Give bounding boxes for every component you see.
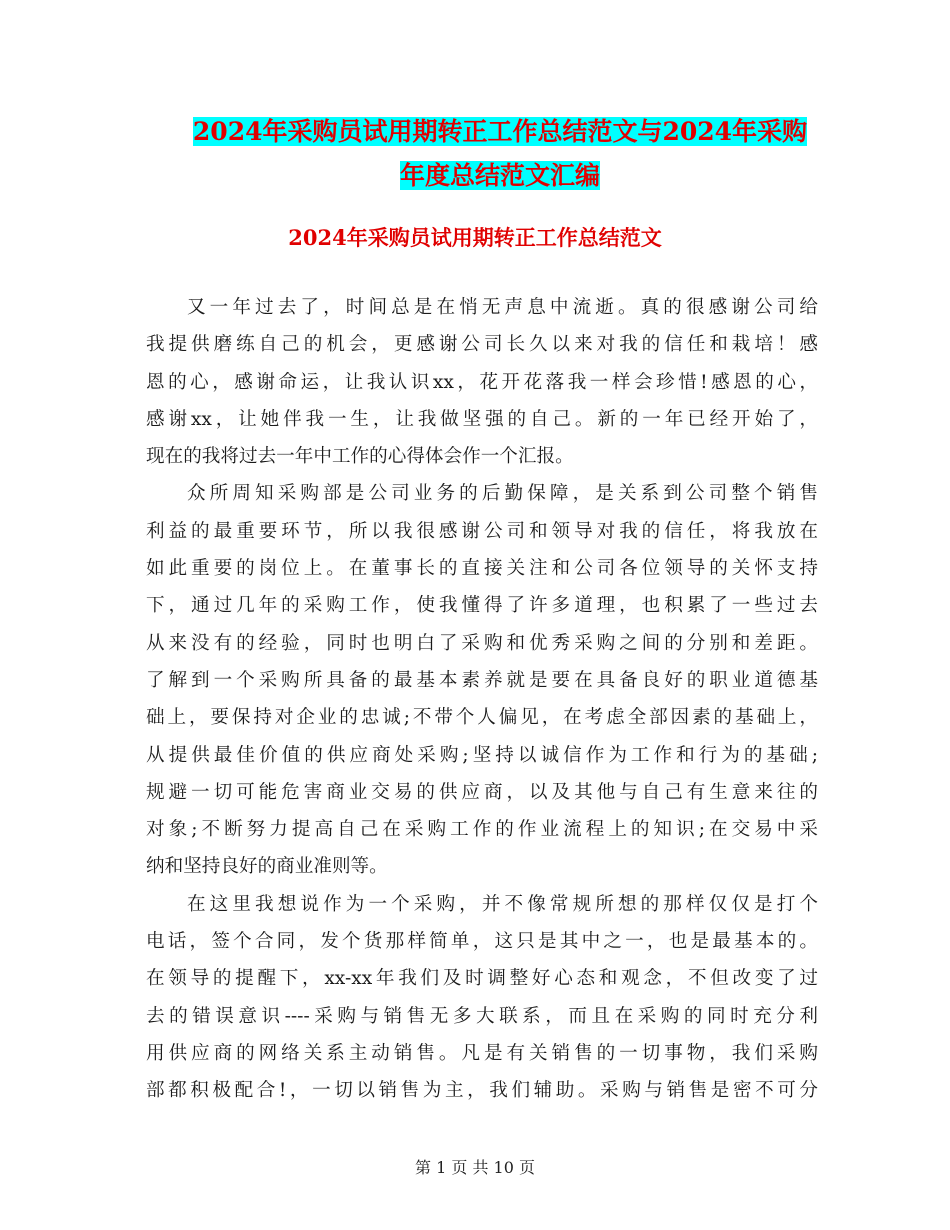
paragraph-line: 恩的心，感谢命运，让我认识xx，花开花落我一样会珍惜!感恩的心， (146, 371, 818, 393)
paragraph-line: 从来没有的经验，同时也明白了采购和优秀采购之间的分别和差距。 (146, 632, 818, 654)
paragraph-line: 对象;不断努力提高自己在采购工作的作业流程上的知识;在交易中采 (146, 819, 818, 841)
paragraph-line: 电话，签个合同，发个货那样简单，这只是其中之一，也是最基本的。 (146, 931, 818, 953)
paragraph-line: 又一年过去了，时间总是在悄无声息中流逝。真的很感谢公司给 (187, 297, 818, 318)
paragraph-line: 用供应商的网络关系主动销售。凡是有关销售的一切事物，我们采购 (146, 1042, 818, 1064)
paragraph-line: 部都积极配合!，一切以销售为主，我们辅助。采购与销售是密不可分 (146, 1080, 818, 1102)
paragraph-line: 感谢xx，让她伴我一生，让我做坚强的自己。新的一年已经开始了， (146, 408, 818, 430)
paragraph-line: 从提供最佳价值的供应商处采购;坚持以诚信作为工作和行为的基础; (146, 744, 818, 766)
document-title-line2: 年度总结范文汇编 (399, 161, 600, 190)
document-title (140, 110, 860, 198)
paragraph-line: 众所周知采购部是公司业务的后勤保障，是关系到公司整个销售 (187, 483, 818, 505)
page-footer: 第 1 页 共 10 页 (415, 1158, 535, 1177)
paragraph-line: 利益的最重要环节，所以我很感谢公司和领导对我的信任，将我放在 (146, 520, 818, 542)
paragraph-line: 现在的我将过去一年中工作的心得体会作一个汇报。 (146, 446, 574, 468)
paragraph (146, 475, 818, 885)
paragraph-line: 下，通过几年的采购工作，使我懂得了许多道理，也积累了一些过去 (146, 595, 818, 617)
paragraph (146, 289, 818, 475)
paragraph-line: 础上，要保持对企业的忠诚;不带个人偏见，在考虑全部因素的基础上， (146, 707, 818, 729)
paragraph-line: 去的错误意识----采购与销售无多大联系，而且在采购的同时充分利 (146, 1005, 818, 1027)
paragraph-line: 我提供磨练自己的机会，更感谢公司长久以来对我的信任和栽培！感 (146, 334, 818, 356)
document-title-line1: 2024年采购员试用期转正工作总结范文与2024年采购 (192, 117, 808, 146)
paragraph (146, 886, 818, 1110)
paragraph-line: 如此重要的岗位上。在董事长的直接关注和公司各位领导的关怀支持 (146, 558, 818, 580)
paragraph-line: 规避一切可能危害商业交易的供应商，以及其他与自己有生意来往的 (146, 781, 818, 803)
paragraph-line: 纳和坚持良好的商业准则等。 (146, 856, 388, 878)
document-body (146, 289, 818, 1110)
paragraph-line: 在领导的提醒下，xx-xx年我们及时调整好心态和观念，不但改变了过 (146, 968, 818, 990)
paragraph-line: 了解到一个采购所具备的最基本素养就是要在具备良好的职业道德基 (146, 669, 818, 691)
section-title: 2024年采购员试用期转正工作总结范文 (288, 225, 662, 250)
paragraph-line: 在这里我想说作为一个采购，并不像常规所想的那样仅仅是打个 (187, 893, 818, 915)
